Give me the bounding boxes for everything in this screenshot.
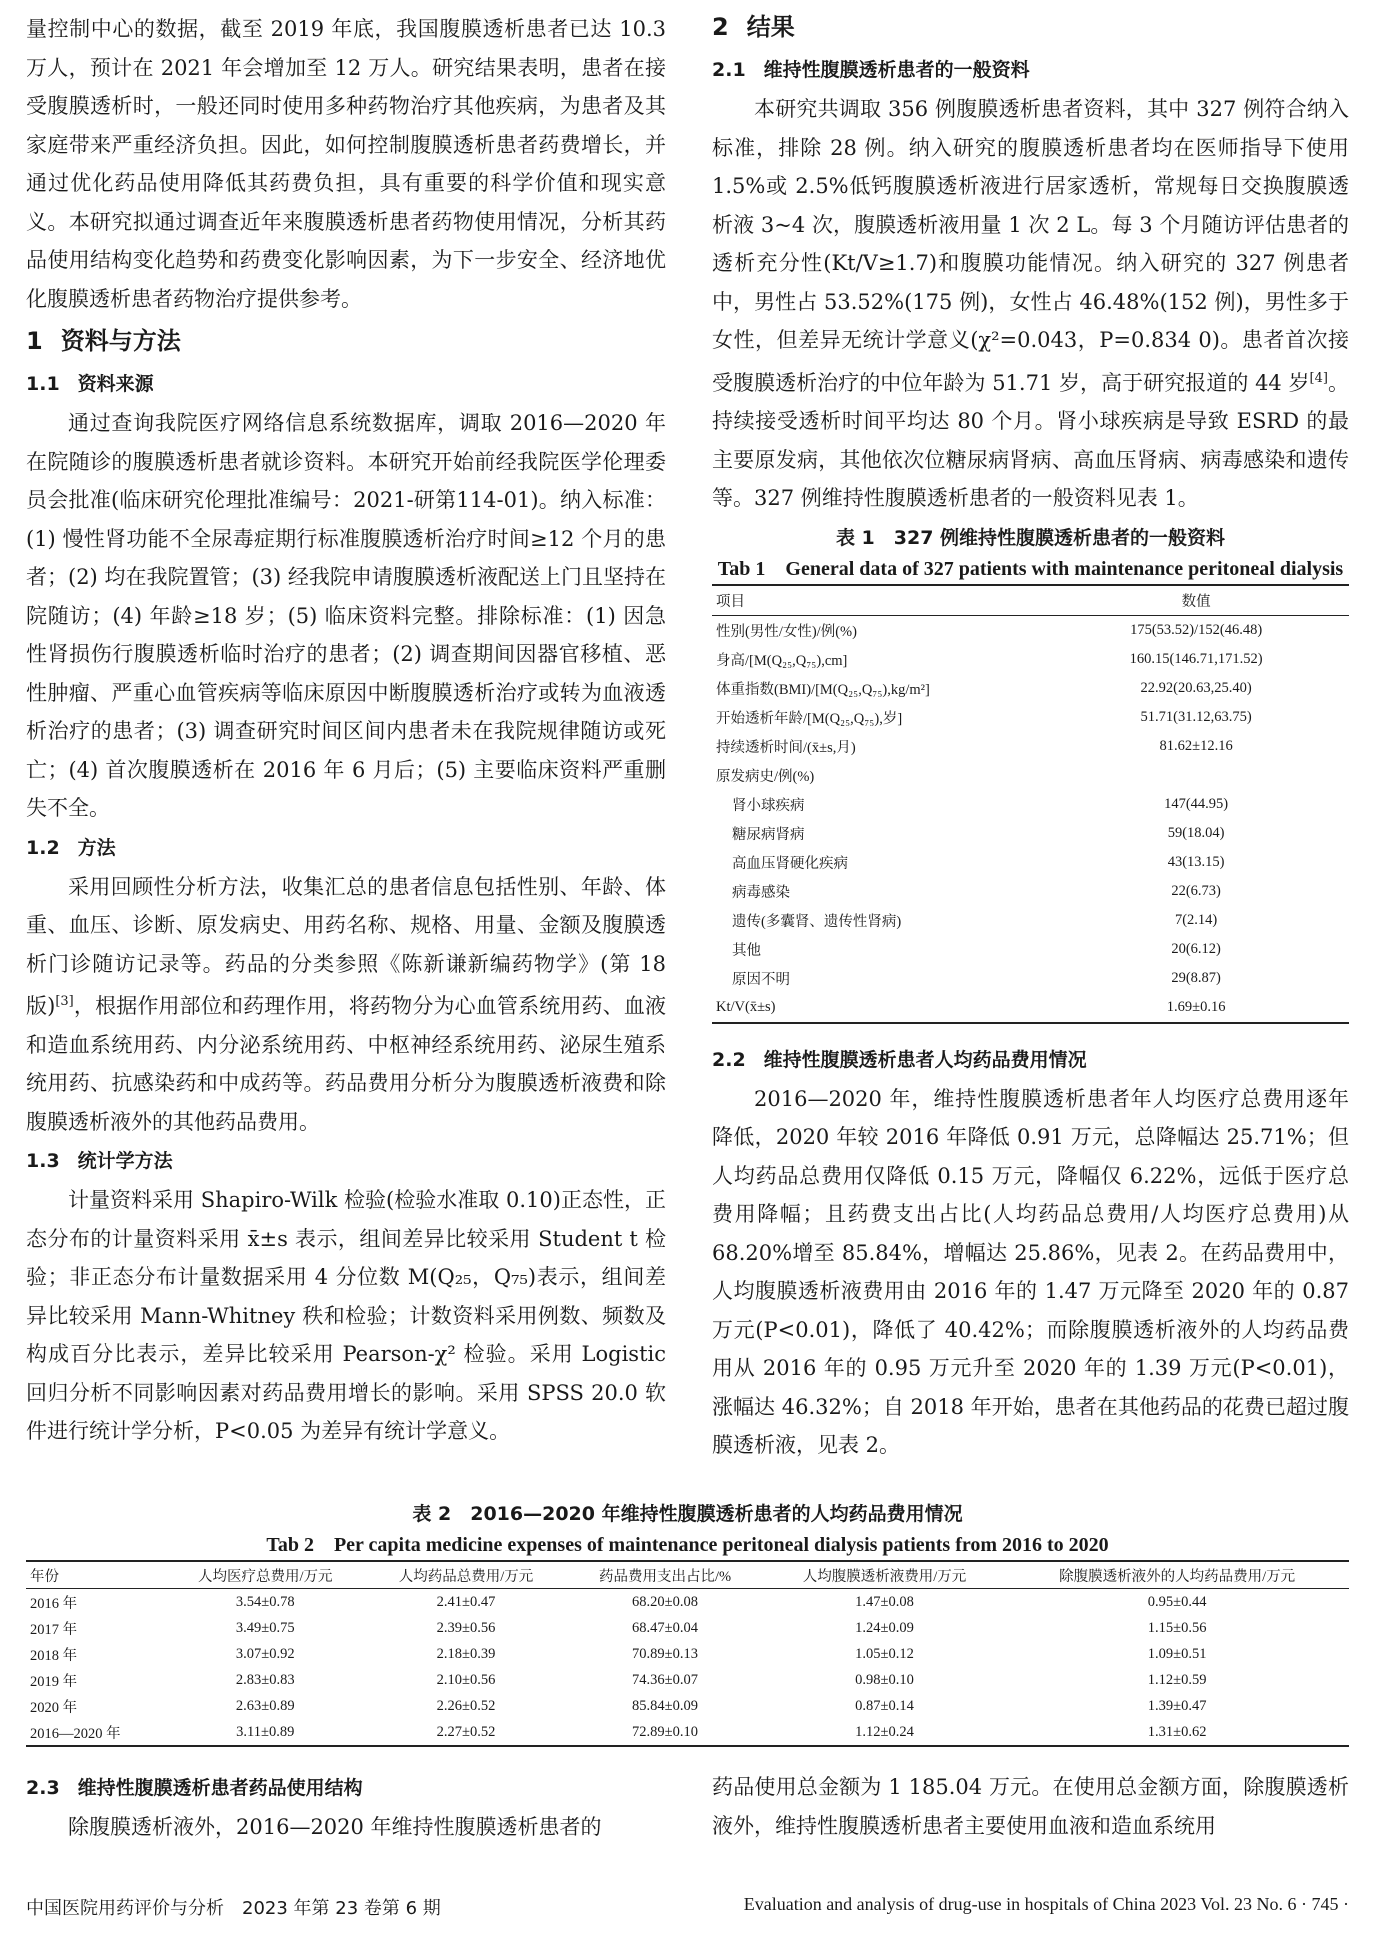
results-text: 本研究共调取 356 例腹膜透析患者资料，其中 327 例符合纳入标准，排除 28 例。纳入研究的腹膜透析患者均在医师指导下使用 1.5%或 2.5%低钙腹膜透析液进行居家透析，常规每日交换腹膜透析液 3~4 次，腹膜透析液用量 1 次 2 L。每 3 个月随访评估患者的透析充分性(Kt/V≥1.7)和腹膜功能情况。纳入研究的 327 例患者中，男性占 53.52%(175 例)，女性占 46.48%(152 例)，男性多于女性，但差异无统计学意义(χ²=0.043，P=0.834 0)。患者首次接受腹膜透析治疗的中位年龄为 51.71 岁，高于研究报道的 44 岁: [712, 97, 1349, 395]
cell-value: 3.11±0.89: [165, 1719, 366, 1746]
table-2: [26, 1498, 1349, 1747]
left-column: [26, 10, 666, 1451]
column-header: 人均医疗总费用/万元: [165, 1561, 366, 1589]
cell-value: 1.24±0.09: [855, 1619, 914, 1636]
cell-value: 0.95±0.44: [1147, 1593, 1207, 1610]
expense-paragraph: 2016—2020 年，维持性腹膜透析患者年人均医疗总费用逐年降低，2020 年较 2016 年降低 0.91 万元，总降幅达 25.71%；但人均药品总费用仅降低 0.15 万元，降幅仅 6.22%，远低于医疗总费用降幅；且药费支出占比(人均药品总费用/人均医疗总费用)从 68.20%增至 85.84%，增幅达 25.86%，见表 2。在药品费用中，人均腹膜透析液费用由 2016 年的 1.47 万元降至 2020 年的 0.87 万元(P<0.01)，降低了 40.42%；而除腹膜透析液外的人均药品费用从 2016 年的 0.95 万元升至 2020 年的 1.39 万元(P<0.01)，涨幅达 46.32%；自 2018 年开始，患者在其他药品的花费已超过腹膜透析液，见表 2。: [712, 1086, 1349, 1457]
cell-value: 3.54±0.78: [235, 1593, 295, 1610]
row-value: 43(13.15): [1167, 853, 1225, 870]
citation-ref[interactable]: [4]: [1309, 370, 1328, 386]
cell-value: 2.26±0.52: [436, 1697, 496, 1714]
section-title: 结果: [746, 13, 795, 41]
cell-value: 2.83±0.83: [235, 1671, 295, 1688]
table-row: [712, 761, 1349, 790]
section-title: 维持性腹膜透析患者药品使用结构: [77, 1777, 363, 1799]
row-value: 160.15(146.71,171.52): [1129, 650, 1263, 667]
cell-value: 2.39±0.56: [436, 1619, 496, 1636]
row-year: 2018 年: [30, 1647, 78, 1664]
table-row: [26, 1641, 1349, 1667]
row-value: 81.62±12.16: [1159, 737, 1233, 754]
table-row: [26, 1615, 1349, 1641]
table-1-caption-cn: 表 1 327 例维持性腹膜透析患者的一般资料: [835, 526, 1226, 549]
section-1-heading: [26, 318, 666, 364]
row-year: 2016 年: [30, 1595, 78, 1612]
table-row: [712, 935, 1349, 964]
cell-value: 2.41±0.47: [436, 1593, 496, 1610]
row-value: 1.69±0.16: [1043, 993, 1349, 1023]
row-label: 体重指数(BMI)/[M(Q₂₅,Q₇₅),kg/m²]: [716, 681, 930, 698]
table-header-row: [712, 585, 1349, 616]
table-1-body: [712, 615, 1349, 1023]
table-row: [712, 906, 1349, 935]
general-data-paragraph: [712, 90, 1349, 518]
citation-ref[interactable]: [3]: [55, 994, 74, 1009]
cell-value: 2.27±0.52: [366, 1719, 567, 1746]
methods-text: 采用回顾性分析方法，收集汇总的患者信息包括性别、年龄、体重、血压、诊断、原发病史、用药名称、规格、用量、金额及腹膜透析门诊随访记录等。药品的分类参照《陈新谦新编药物学》(第 18 版): [26, 874, 666, 1018]
section-number: 2.3: [26, 1777, 60, 1799]
column-header: 年份: [26, 1561, 165, 1589]
cell-value: 1.05±0.12: [855, 1645, 914, 1662]
results-text: 。持续接受透析时间平均达 80 个月。肾小球疾病是导致 ESRD 的最主要原发病，其他依次位糖尿病肾病、高血压肾病、病毒感染和遗传等。327 例维持性腹膜透析患者的一般资料见表 1。: [712, 370, 1350, 510]
column-header: 项目: [712, 585, 1043, 616]
usage-structure-paragraph: 除腹膜透析液外，2016—2020 年维持性腹膜透析患者的: [68, 1815, 602, 1839]
section-number: 1.2: [26, 836, 60, 859]
section-1-2-heading: [26, 828, 666, 868]
column-header: 除腹膜透析液外的人均药品费用/万元: [1005, 1561, 1349, 1589]
cell-value: 1.15±0.56: [1147, 1619, 1207, 1636]
row-year: 2020 年: [30, 1699, 78, 1716]
section-title: 统计学方法: [77, 1150, 173, 1172]
row-label: 开始透析年龄/[M(Q₂₅,Q₇₅),岁]: [716, 710, 903, 727]
cell-value: 1.12±0.59: [1147, 1671, 1207, 1688]
cell-value: 72.89±0.10: [566, 1719, 763, 1746]
row-label: 身高/[M(Q₂₅,Q₇₅),cm]: [716, 652, 848, 669]
section-number: 2.1: [712, 59, 746, 81]
row-label: 高血压肾硬化疾病: [732, 855, 848, 872]
section-number: 2: [712, 13, 729, 41]
table-1-grid: [712, 584, 1349, 1024]
column-header: 人均腹膜透析液费用/万元: [764, 1561, 1006, 1589]
section-2-3-heading: [26, 1768, 666, 1808]
cell-value: 0.98±0.10: [855, 1671, 914, 1688]
row-value: 22(6.73): [1171, 882, 1221, 899]
row-year: 2019 年: [30, 1673, 78, 1690]
row-value: 20(6.12): [1171, 940, 1221, 957]
section-title: 资料与方法: [60, 327, 181, 355]
methods-text: ，根据作用部位和药理作用，将药物分为心血管系统用药、血液和造血系统用药、内分泌系统用药、中枢神经系统用药、泌尿生殖系统用药、抗感染药和中成药等。药品费用分析分为腹膜透析液费和除腹膜透析液外的其他药品费用。: [26, 994, 666, 1134]
row-value: 51.71(31.12,63.75): [1140, 708, 1252, 725]
journal-footer-en: Evaluation and analysis of drug-use in hospitals of China 2023 Vol. 23 No. 6 · 745 ·: [743, 1894, 1349, 1914]
table-row: [712, 645, 1349, 674]
cell-value: 1.47±0.08: [855, 1593, 914, 1610]
row-label: 糖尿病肾病: [732, 826, 805, 843]
cell-value: 1.31±0.62: [1005, 1719, 1349, 1746]
table-row: [712, 615, 1349, 645]
section-title: 方法: [77, 836, 116, 859]
table-row: [712, 703, 1349, 732]
table-row: [26, 1693, 1349, 1719]
table-row: [26, 1719, 1349, 1746]
section-1-1-heading: [26, 364, 666, 404]
cell-value: 85.84±0.09: [632, 1697, 698, 1714]
bottom-left-column: [26, 1768, 666, 1847]
table-row: [712, 790, 1349, 819]
methods-paragraph: [26, 868, 666, 1142]
bottom-right-column: [712, 1768, 1349, 1845]
table-row: [712, 848, 1349, 877]
section-title: 资料来源: [77, 373, 154, 395]
table-header-row: [26, 1561, 1349, 1589]
table-2-grid: [26, 1560, 1349, 1747]
cell-value: 68.20±0.08: [632, 1593, 698, 1610]
row-label: 肾小球疾病: [732, 797, 805, 814]
cell-value: 2.18±0.39: [436, 1645, 496, 1662]
row-year: 2016—2020 年: [26, 1719, 165, 1746]
table-1: [712, 522, 1349, 1024]
column-header: 药品费用支出占比/%: [566, 1561, 763, 1589]
section-2-1-heading: [712, 50, 1349, 90]
cell-value: 74.36±0.07: [632, 1671, 698, 1688]
section-title: 维持性腹膜透析患者人均药品费用情况: [763, 1048, 1087, 1071]
section-number: 1.1: [26, 373, 60, 395]
table-2-caption-cn: 表 2 2016—2020 年维持性腹膜透析患者的人均药品费用情况: [412, 1503, 963, 1525]
row-label: Kt/V(x̄±s): [712, 993, 1043, 1023]
table-row: [712, 732, 1349, 761]
table-row: [712, 993, 1349, 1023]
row-label: 原因不明: [732, 971, 790, 988]
table-row: [712, 819, 1349, 848]
table-2-caption-en: Tab 2 Per capita medicine expenses of maintenance peritoneal dialysis patients from 2016 to 2020: [266, 1534, 1109, 1556]
section-2-heading: [712, 4, 1349, 50]
cell-value: 70.89±0.13: [632, 1645, 698, 1662]
row-label: 病毒感染: [732, 884, 790, 901]
section-number: 2.2: [712, 1048, 746, 1071]
row-value: 147(44.95): [1164, 795, 1229, 812]
row-value: 59(18.04): [1167, 824, 1225, 841]
cell-value: 3.07±0.92: [235, 1645, 295, 1662]
table-2-body: [26, 1589, 1349, 1747]
row-label: 遗传(多囊肾、遗传性肾病): [732, 913, 902, 930]
section-title: 维持性腹膜透析患者的一般资料: [763, 59, 1030, 81]
table-row: [26, 1667, 1349, 1693]
row-value: 175(53.52)/152(46.48): [1130, 621, 1263, 638]
cell-value: 2.10±0.56: [436, 1671, 496, 1688]
section-2-2-heading: [712, 1040, 1349, 1080]
cell-value: 1.09±0.51: [1147, 1645, 1207, 1662]
row-label: 性别(男性/女性)/例(%): [716, 623, 857, 640]
usage-structure-paragraph-continued: 药品使用总金额为 1 185.04 万元。在使用总金额方面，除腹膜透析液外，维持性腹膜透析患者主要使用血液和造血系统用: [712, 1775, 1349, 1838]
row-value: 7(2.14): [1174, 911, 1218, 928]
right-column: [712, 10, 1349, 1465]
section-1-3-heading: [26, 1141, 666, 1181]
cell-value: 1.12±0.24: [764, 1719, 1006, 1746]
cell-value: 68.47±0.04: [632, 1619, 698, 1636]
cell-value: 2.63±0.89: [235, 1697, 295, 1714]
cell-value: 0.87±0.14: [855, 1697, 914, 1714]
statistics-paragraph: 计量资料采用 Shapiro-Wilk 检验(检验水准取 0.10)正态性，正态分布的计量资料采用 x̄±s 表示，组间差异比较采用 Student t 检验；非正态分布计量数据采用 4 分位数 M(Q₂₅，Q₇₅)表示，组间差异比较采用 Mann-Whitney 秩和检验；计数资料采用例数、频数及构成百分比表示，差异比较采用 Pearson-χ² 检验。采用 Logistic 回归分析不同影响因素对药品费用增长的影响。采用 SPSS 20.0 软件进行统计学分析，P<0.05 为差异有统计学意义。: [26, 1188, 666, 1443]
row-value: 29(8.87): [1171, 969, 1221, 986]
table-row: [712, 877, 1349, 906]
cell-value: 1.39±0.47: [1147, 1697, 1207, 1714]
section-number: 1: [26, 327, 43, 355]
row-label: 原发病史/例(%): [716, 768, 815, 785]
table-row: [712, 964, 1349, 993]
row-label: 持续透析时间/(x̄±s,月): [716, 739, 856, 756]
row-value: [1043, 761, 1349, 790]
table-row: [26, 1589, 1349, 1616]
row-value: 22.92(20.63,25.40): [1140, 679, 1252, 696]
table-1-caption-en: Tab 1 General data of 327 patients with maintenance peritoneal dialysis: [717, 557, 1344, 580]
row-year: 2017 年: [30, 1621, 78, 1638]
table-row: [712, 674, 1349, 703]
section-number: 1.3: [26, 1150, 60, 1172]
intro-paragraph-continued: 量控制中心的数据，截至 2019 年底，我国腹膜透析患者已达 10.3 万人，预计在 2021 年会增加至 12 万人。研究结果表明，患者在接受腹膜透析时，一般还同时使用多种药物治疗其他疾病，为患者及其家庭带来严重经济负担。因此，如何控制腹膜透析患者药费增长，并通过优化药品使用降低其药费负担，具有重要的科学价值和现实意义。本研究拟通过调查近年来腹膜透析患者药物使用情况，分析其药品使用结构变化趋势和药费变化影响因素，为下一步安全、经济地优化腹膜透析患者药物治疗提供参考。: [26, 17, 666, 311]
column-header: 数值: [1043, 585, 1349, 616]
journal-footer-cn: 中国医院用药评价与分析 2023 年第 23 卷第 6 期: [26, 1898, 441, 1919]
column-header: 人均药品总费用/万元: [366, 1561, 567, 1589]
row-label: 其他: [732, 942, 761, 959]
cell-value: 3.49±0.75: [235, 1619, 295, 1636]
data-source-paragraph: 通过查询我院医疗网络信息系统数据库，调取 2016—2020 年在院随诊的腹膜透析患者就诊资料。本研究开始前经我院医学伦理委员会批准(临床研究伦理批准编号：2021-研第114-01)。纳入标准：(1) 慢性肾功能不全尿毒症期行标准腹膜透析治疗时间≥12 个月的患者；(2) 均在我院置管；(3) 经我院申请腹膜透析液配送上门且坚持在院随访；(4) 年龄≥18 岁；(5) 临床资料完整。排除标准：(1) 因急性肾损伤行腹膜透析临时治疗的患者；(2) 调查期间因器官移植、恶性肿瘤、严重心血管疾病等临床原因中断腹膜透析治疗或转为血液透析治疗的患者；(3) 调查研究时间区间内患者未在我院规律随访或死亡；(4) 首次腹膜透析在 2016 年 6 月后；(5) 主要临床资料严重删失不全。: [26, 411, 666, 820]
